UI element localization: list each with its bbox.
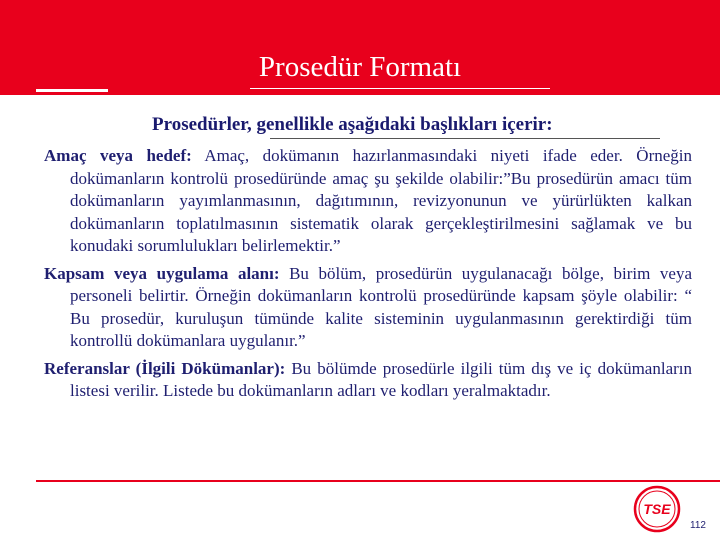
- term-purpose: Amaç veya hedef:: [44, 146, 192, 165]
- text-references: Bu bölümde prosedürle ilgili tüm dış ve iç dokümanların listesi verilir. Listede bu dokümanların adları ve kodları yeralmaktadır.: [70, 358, 693, 400]
- tse-logo-text: TSE: [643, 501, 671, 517]
- title-underline: [250, 88, 550, 89]
- header-accent-line: [36, 89, 108, 92]
- paragraph-purpose: [44, 145, 692, 258]
- slide-title: Prosedür Formatı: [258, 51, 462, 83]
- subtitle-rule: [270, 138, 660, 139]
- text-scope: Bu bölüm, prosedürün uygulanacağı bölge, birim veya personeli belirtir. Örneğin dokümanların kontrolü prosedüründe kapsam şöyle olabilir: “ Bu prosedür, kuruluşun tümünde kalite sisteminin uygulanmasının gerektirdiği tüm kontrollü dokümanlara uygulanır.”: [70, 263, 693, 350]
- slide-subtitle: Prosedürler, genellikle aşağıdaki başlıkları içerir:: [152, 114, 553, 135]
- paragraph-references: [44, 358, 692, 403]
- footer-rule: [36, 480, 720, 482]
- text-purpose: Amaç, dokümanın hazırlanmasındaki niyeti ifade eder. Örneğin dokümanların kontrolü prosedüründe amaç şu şekilde olabilir:”Bu prosedürün amacı tüm dokümanların yayımlanmasının, dağıtımının, revizyonunun ve yürürlükten kalkan dokümanların toplatılmasının sistematik olarak gerçekleştirilmesini sağlamak ve bu konudaki sorumlulukları belirlemektir.”: [70, 146, 692, 255]
- term-scope: Kapsam veya uygulama alanı:: [44, 263, 280, 283]
- term-references: Referanslar (İlgili Dökümanlar):: [44, 358, 286, 378]
- page-number: 112: [690, 520, 706, 531]
- content-body: [44, 145, 692, 408]
- tse-logo-icon: [632, 484, 682, 534]
- paragraph-scope: [44, 263, 692, 353]
